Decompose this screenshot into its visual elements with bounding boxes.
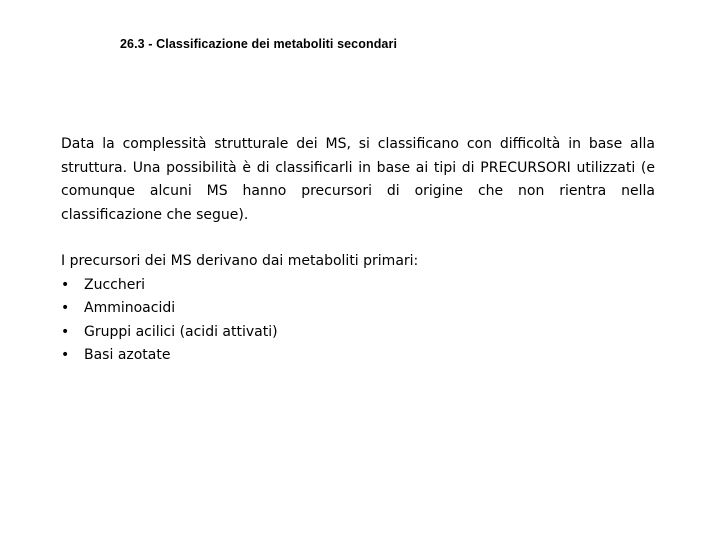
bullet-icon: • (61, 347, 70, 363)
bullet-icon: • (61, 323, 70, 340)
bullet-icon: • (61, 276, 70, 293)
precursors-intro: I precursori dei MS derivano dai metaboliti primari: (61, 253, 419, 269)
slide-title: 26.3 - Classificazione dei metaboliti secondari (120, 37, 398, 51)
bullet-icon: • (61, 300, 70, 316)
list-item-label: Zuccheri (84, 276, 145, 293)
list-item-label: Basi azotate (84, 347, 171, 363)
list-item (61, 274, 655, 298)
body-text (61, 133, 655, 368)
list-item (61, 344, 655, 368)
list-item (61, 321, 655, 345)
list-item (61, 297, 655, 321)
intro-paragraph: Data la complessità strutturale dei MS, si classificano con difficoltà in base alla struttura. Una possibilità è di classificarli in base ai tipi di PRECURSORI utilizzati (e comunque alcuni MS hanno precursori di origine che non rientra nella classificazione che segue). (61, 136, 655, 223)
list-item-label: Amminoacidi (84, 300, 176, 316)
list-item-label: Gruppi acilici (acidi attivati) (84, 323, 278, 340)
precursor-list (61, 274, 655, 368)
